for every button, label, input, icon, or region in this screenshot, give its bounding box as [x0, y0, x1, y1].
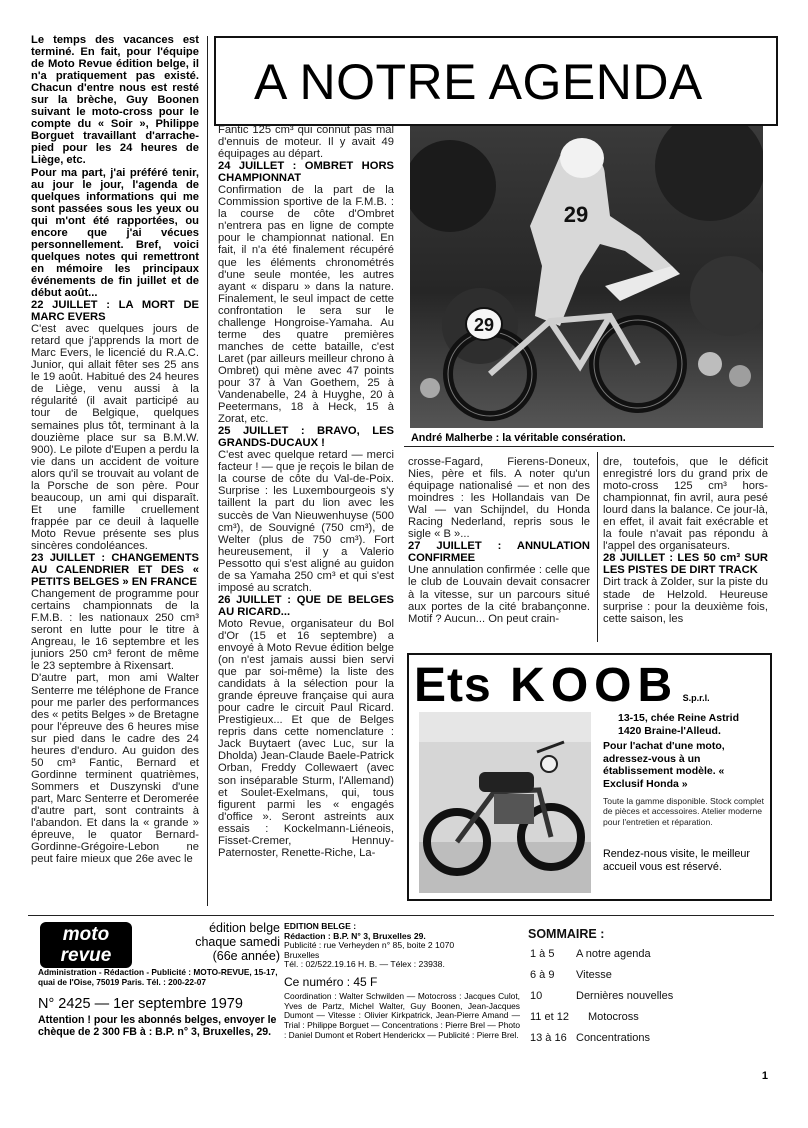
- sommaire-pages: 11 et 12: [530, 1011, 569, 1023]
- article-27-juillet: Une annulation confirmée : celle que le club de Louvain devait consacrer à la vitesse, sur un parcours situé aux portes de la cité brabançonne. Motif ? Aucun... On peut crain-: [408, 564, 590, 625]
- koob-address-line-1: 13-15, chée Reine Astrid: [618, 712, 739, 724]
- sommaire-row: [528, 990, 774, 1011]
- sommaire-block: [528, 926, 774, 1053]
- sommaire-label: Motocross: [588, 1011, 639, 1023]
- sommaire-title: SOMMAIRE :: [528, 927, 605, 941]
- koob-ets: Ets: [414, 659, 492, 712]
- intro-text: Le temps des vacances est terminé. En fait, pour l'équipe de Moto Revue édition belge, il n'a pratiquement pas existé. Chacun d'entre nous est resté sur la brèche, Guy Boonen suivant le moto-cross pour le compte du « Soir », Philippe Borguet travaillant d'arrache-pied pour les 24 heures de Liège, etc. Pour ma part, j'ai préféré tenir, au jour le jour, l'agenda de quelques informations qui me sont passées sous les yeux ou qui m'ont été rapportées, ou encore que j'ai vécues personnellement. Bref, voici quelques notes qui remettront en mémoire les principaux événements de fin juillet et de début août...: [31, 34, 199, 299]
- sommaire-label: A notre agenda: [576, 948, 651, 960]
- logo-revue: revue: [60, 945, 112, 966]
- issue-price: Ce numéro : 45 F: [284, 974, 378, 989]
- koob-bike-photo: [419, 712, 591, 893]
- heading-28-juillet: 28 JUILLET : LES 50 cm³ SUR LES PISTES DE DIRT TRACK: [603, 552, 768, 577]
- footer-top-rule: [28, 915, 774, 916]
- article-dirt-track-intro: dre, toutefois, que le déficit enregistré lors du grand prix de moto-cross 125 cm³ hors-championnat, fin avril, aura pesé lourd dans la balance. Ce jour-là, en effet, il avait fait exécrable et la foule n'avait pas répondu à l'appel des organisateurs.: [603, 456, 768, 553]
- sommaire-row: [528, 1032, 774, 1053]
- sommaire-label: Concentrations: [576, 1032, 650, 1044]
- logo-moto: moto: [62, 924, 110, 945]
- publicite-address: Publicité : rue Verheyden n° 85, boite 2 1070 Bruxelles: [284, 940, 455, 960]
- edition-belge-block: [284, 922, 520, 1040]
- column-4: [603, 456, 768, 642]
- article-22-juillet: C'est avec quelques jours de retard que j'apprends la mort de Marc Evers, le licencié du R.A.C. Junior, qui allait fêter ses 25 ans le 19 août. Habitué des 24 heures de Liège, venu aussi à la régularité (il avait participé au tour de Belgique, quelques semaines plus tôt, terminant à la douzième place sur sa B.M.W. 900). Le pilote d'Eupen a perdu la vie dans un accident de voiture alors qu'il se trouvait au volant de la Porsche de son père. Pour beaucoup, un ami qui disparaît. Et une famille cruellement frappée par ce deuil à laquelle Moto Revue présente ses plus sincères condoléances.: [31, 323, 199, 552]
- sommaire-pages: 1 à 5: [530, 948, 555, 960]
- subscriber-notice: Attention ! pour les abonnés belges, envoyer le chèque de 2 300 FB à : B.P. n° 3, Bruxelles, 29.: [38, 1014, 277, 1038]
- sommaire-label: Dernières nouvelles: [576, 990, 674, 1002]
- column-1: [31, 34, 199, 904]
- koob-address: [618, 712, 768, 737]
- sommaire-row: [528, 1011, 774, 1032]
- koob-address-line-2: 1420 Braine-l'Alleud.: [618, 724, 721, 737]
- heading-22-juillet: 22 JUILLET : LA MORT DE MARC EVERS: [31, 299, 199, 324]
- column-divider-2: [597, 452, 598, 642]
- article-24-juillet: Confirmation de la part de la Commission sportive de la F.M.B. : la course de côte d'Ombret n'entrera pas en ligne de compte pour le championnat national. En fait, il n'a été finalement récupéré que les éléments chronométrés d'une seule montée, les autres ayant « disparu » dans la nature. Finalement, le seul impact de cette confrontation le sera sur le challenge Hongroise-Yamaha. Au terme des quatre premières manches de cette bataille, c'est Laret (par ailleurs meilleur chrono à Ombret) qui mène avec 47 points pour 37 à Van Goethem, 25 à Vandenabelle, 24 à Huyghe, 20 à Peetermans, 18 à Heck, 15 à Zorat, etc.: [218, 184, 394, 426]
- heading-25-juillet: 25 JUILLET : BRAVO, LES GRANDS-DUCAUX !: [218, 425, 394, 450]
- sommaire-list: [528, 948, 774, 1053]
- edition-line-1: édition belge: [209, 921, 280, 935]
- koob-services: Toute la gamme disponible. Stock complet de pièces et accessoires. Atelier moderne pour l'entretien et réparation.: [603, 796, 764, 827]
- edition-belge-title: EDITION BELGE :: [284, 921, 357, 931]
- sommaire-label: Vitesse: [576, 969, 612, 981]
- staff-credits: Coordination : Walter Schwilden — Motocross : Jacques Culot, Yves de Partz, Michel Walter, Guy Boonen, Jean-Jacques Dumont — Vitesse : Olivier Kirkpatrick, Jean-Pierre Amand — Trial : Philippe Borguet — Concentrations : Pierre Brel — Photo : Daniel Dumont et Robert Henderickx — Publicité : Pierre Brel.: [284, 990, 520, 1040]
- sommaire-row: [528, 948, 774, 969]
- caption-rule: [404, 446, 774, 447]
- edition-line-2: chaque samedi: [195, 935, 280, 949]
- heading-27-juillet: 27 JUILLET : ANNULATION CONFIRMEE: [408, 540, 590, 565]
- sommaire-pages: 13 à 16: [530, 1032, 567, 1044]
- article-26-juillet: Moto Revue, organisateur du Bol d'Or (15 et 16 septembre) a envoyé à Moto Revue édition belge (on n'est jamais aussi bien servi que par soi-même) la liste des candidats à la sélection pour la grande épreuve française qui aura pour cadre le circuit Paul Ricard. Prestigieux... Et que de Belges repris dans cette nomenclature : Jack Buytaert (avec Luc, sur la Dholda) Jean-Claude Baele-Patrick Orban, Freddy Collewaert (avec son inséparable Sturm, l'Allemand) et Soulet-Exelmans, qui, tous figurent parmi les « engagés d'office ». Seront astreints aux essais : Kockelmann-Liéneois, Fisset-Cremer, Hennuy-Paternoster, Renette-Riche, La-: [218, 617, 394, 859]
- page-number: 1: [761, 1070, 768, 1082]
- koob-pitch: Pour l'achat d'une moto, adressez-vous à un établissement modèle. « Exclusif Honda »: [603, 740, 725, 790]
- heading-26-juillet: 26 JUILLET : QUE DE BELGES AU RICARD...: [218, 593, 394, 618]
- edition-line-3: (66e année): [212, 949, 280, 963]
- koob-sprl: S.p.r.l.: [682, 693, 710, 703]
- heading-23-juillet: 23 JUILLET : CHANGEMENTS AU CALENDRIER ET DES « PETITS BELGES » EN FRANCE: [31, 552, 199, 589]
- motocross-photo: [410, 126, 763, 428]
- sommaire-pages: 6 à 9: [530, 969, 555, 981]
- koob-brand: KOOB: [510, 659, 679, 712]
- sommaire-pages: 10: [530, 990, 543, 1002]
- article-25-juillet: C'est avec quelque retard — merci facteur ! — que je reçois le bilan de la course de côte du Val-de-Poix. Surprise : les Luxembourgeois s'y taillent la part du lion avec les succès de Van Nieuwenhuyse (500 cm³), de Souvigné (750 cm³), de Welter (plus de 750 cm³). Fort heureusement, il y a Valerio Pessotto qui s'est aligné au guidon de sa Yamaha 250 cm³ et qui s'est imposé au scratch.: [218, 449, 394, 594]
- article-fantic-end: Fantic 125 cm³ qui connut pas mal d'ennuis de moteur. Il y avait 49 équipages au départ.: [218, 124, 394, 161]
- admin-address: Administration - Rédaction - Publicité : MOTO-REVUE, 15-17, quai de l'Oise, 75019 Paris. Tél. : 200-22-07: [38, 967, 278, 987]
- column-3: [408, 456, 590, 642]
- column-divider: [207, 36, 208, 906]
- koob-visit: Rendez-nous visite, le meilleur accueil vous est réservé.: [603, 848, 751, 873]
- front-plate-number: 29: [473, 315, 495, 335]
- koob-logo: [414, 658, 768, 712]
- page-title: A NOTRE AGENDA: [254, 54, 703, 110]
- moto-revue-logo: [40, 922, 132, 968]
- article-23-juillet: Changement de programme pour certains championnats de la F.M.B. : les nationaux 250 cm³ seront en lutte pour le titre à Angreau, le 16 septembre et les juniors 250 cm³ feront de même le 23 septembre à Rixensart. D'autre part, mon ami Walter Senterre me téléphone de France pour me parler des performances des « petits Belges » de Bretagne pour l'épreuve des 6 heures mise sur pied dans le cadre des 24 heures d'enduro. Au guidon des 50 cm³ Fantic, Bernard et Gordinne terminent quatrièmes, Sommers et Duszynski d'une part, Marc Senterre et Deromerée d'autre part, sont contraints à l'abandon. Et dans la « grande » épreuve, le quator Bernard-Gordinne-Grégoire-Lebon ne peut faire mieux que 26e avec le: [31, 588, 199, 866]
- column-2: [218, 124, 394, 910]
- telephone: Tél. : 02/522.19.16 H. B. — Télex : 23938.: [284, 959, 445, 970]
- redaction-address: Rédaction : B.P. N° 3, Bruxelles 29.: [284, 930, 426, 941]
- sommaire-row: [528, 969, 774, 990]
- article-28-juillet: Dirt track à Zolder, sur la piste du stade de Helzold. Heureuse surprise : pour la deuxième fois, cette saison, les: [603, 576, 768, 625]
- photo-caption: André Malherbe : la véritable consération.: [411, 432, 626, 444]
- jersey-number: 29: [563, 202, 589, 227]
- article-nationalise: crosse-Fagard, Fierens-Doneux, Nies, père et fils. A noter qu'un équipage nationalisé — et non des moindres : les Hollandais van De Wal — van Schijndel, du Honda Racing Nederland, repris sous le sigle « B »...: [408, 456, 590, 541]
- issue-number: N° 2425 — 1er septembre 1979: [38, 996, 243, 1012]
- edition-info: [150, 921, 280, 963]
- heading-24-juillet: 24 JUILLET : OMBRET HORS CHAMPIONNAT: [218, 160, 394, 185]
